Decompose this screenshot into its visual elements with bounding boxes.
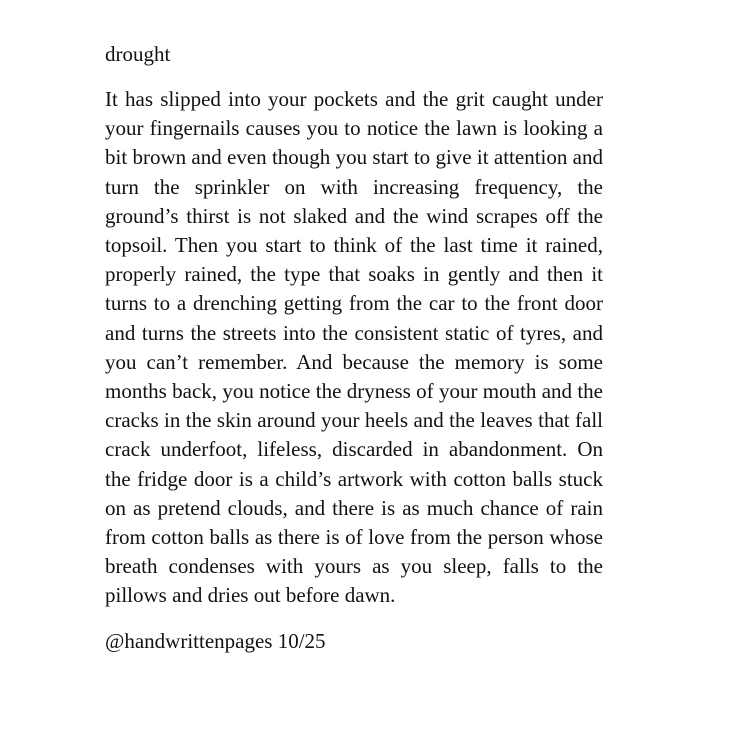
- author-signature: @handwrittenpages 10/25: [105, 628, 326, 653]
- poem-page: [105, 40, 603, 656]
- poem-title: drought: [105, 42, 171, 66]
- poem-body: It has slipped into your pockets and the grit caught under your fingernails causes you to notice the lawn is looking a bit brown and even though you start to give it attention and turn the sprinkler on with increasing frequency, the ground’s thirst is not slaked and the wind scrapes off the topsoil. Then you start to think of the last time it rained, properly rained, the type that soaks in gently and then it turns to a drenching getting from the car to the front door and turns the streets into the consistent static of tyres, and you can’t remember. And because the memory is some months back, you notice the dryness of your mouth and the cracks in the skin around your heels and the leaves that fall crack underfoot, lifeless, discarded in abandonment. On the fridge door is a child’s artwork with cotton balls stuck on as pretend clouds, and there is as much chance of rain from cotton balls as there is of love from the person whose breath condenses with yours as you sleep, falls to the pillows and dries out before dawn.: [105, 87, 603, 608]
